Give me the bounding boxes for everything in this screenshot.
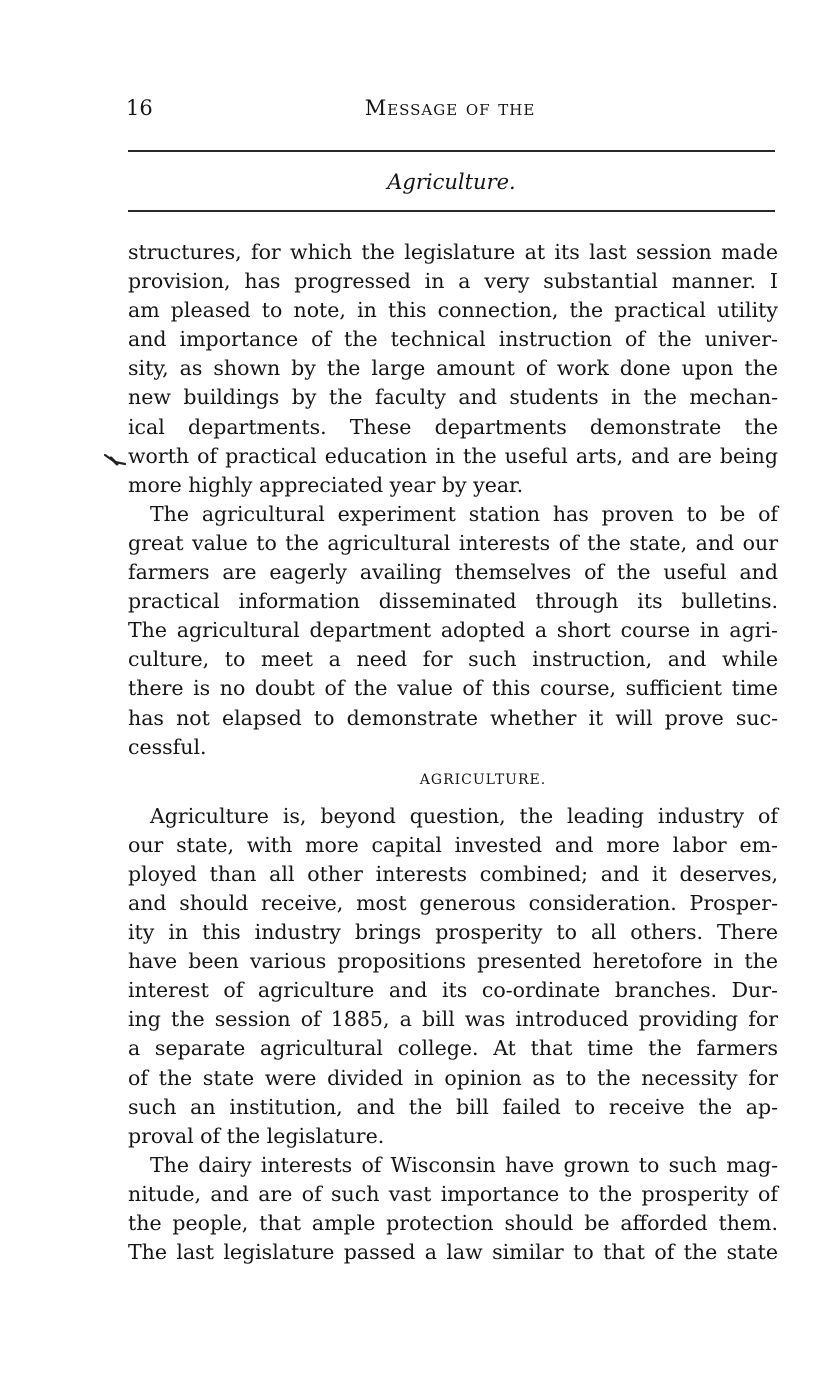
text-line: ployed than all other interests combined; and it deserves, bbox=[128, 861, 778, 886]
text-line: interest of agriculture and its co-ordinate branches. Dur- bbox=[128, 978, 778, 1003]
text-line: great value to the agricultural interests of the state, and our bbox=[128, 530, 778, 555]
text-line: such an institution, and the bill failed to receive the ap- bbox=[128, 1094, 778, 1119]
header-rule-top bbox=[128, 150, 775, 152]
text-line: The dairy interests of Wisconsin have grown to such mag- bbox=[150, 1152, 778, 1177]
text-line: cessful. bbox=[128, 734, 207, 759]
text-line: a separate agricultural college. At that time the farmers bbox=[128, 1036, 778, 1061]
section-title: Agriculture. bbox=[387, 170, 516, 194]
text-line: The agricultural experiment station has proven to be of bbox=[150, 501, 778, 526]
text-line: has not elapsed to demonstrate whether it will prove suc- bbox=[128, 705, 778, 730]
text-line: there is no doubt of the value of this course, sufficient time bbox=[128, 676, 778, 701]
text-line: The last legislature passed a law similar to that of the state bbox=[128, 1240, 778, 1265]
paragraph-4 bbox=[128, 1151, 778, 1267]
text-line: The agricultural department adopted a short course in agri- bbox=[128, 618, 778, 643]
running-title: Message of the bbox=[364, 96, 536, 120]
text-line: and should receive, most generous consideration. Prosper- bbox=[128, 890, 778, 915]
text-line: worth of practical education in the useful arts, and are being bbox=[128, 443, 778, 468]
paragraph-3 bbox=[128, 802, 778, 1151]
text-line: proval of the legislature. bbox=[128, 1123, 385, 1148]
text-line: ing the session of 1885, a bill was introduced providing for bbox=[128, 1007, 778, 1032]
text-line: Agriculture is, beyond question, the leading industry of bbox=[150, 803, 778, 828]
paragraph-2 bbox=[128, 500, 778, 762]
text-line: culture, to meet a need for such instruction, and while bbox=[128, 647, 778, 672]
text-line: new buildings by the faculty and students in the mechan- bbox=[128, 385, 778, 410]
margin-pen-mark-icon bbox=[103, 452, 127, 468]
text-line: ical departments. These departments demonstrate the bbox=[128, 414, 778, 439]
text-line: of the state were divided in opinion as to the necessity for bbox=[128, 1065, 778, 1090]
text-line: practical information disseminated through its bulletins. bbox=[128, 589, 778, 614]
text-line: the people, that ample protection should be afforded them. bbox=[128, 1211, 778, 1235]
text-line: nitude, and are of such vast importance to the prosperity of bbox=[128, 1181, 778, 1206]
text-line: more highly appreciated year by year. bbox=[128, 472, 524, 497]
subheading-agriculture: AGRICULTURE. bbox=[419, 771, 547, 788]
body-text bbox=[128, 238, 778, 1267]
text-line: sity, as shown by the large amount of work done upon the bbox=[128, 356, 778, 381]
header-rule-bottom bbox=[128, 210, 775, 212]
text-line: and importance of the technical instruction of the univer- bbox=[128, 327, 778, 352]
text-line: farmers are eagerly availing themselves of the useful and bbox=[128, 560, 778, 585]
text-line: our state, with more capital invested and more labor em- bbox=[128, 832, 778, 857]
page-number: 16 bbox=[126, 96, 153, 120]
text-line: provision, has progressed in a very substantial manner. I bbox=[128, 269, 778, 294]
text-line: am pleased to note, in this connection, the practical utility bbox=[128, 298, 778, 323]
text-line: have been various propositions presented heretofore in the bbox=[128, 949, 778, 974]
text-line: ity in this industry brings prosperity to all others. There bbox=[128, 920, 778, 945]
paragraph-1 bbox=[128, 238, 778, 500]
text-line: structures, for which the legislature at its last session made bbox=[128, 240, 778, 264]
